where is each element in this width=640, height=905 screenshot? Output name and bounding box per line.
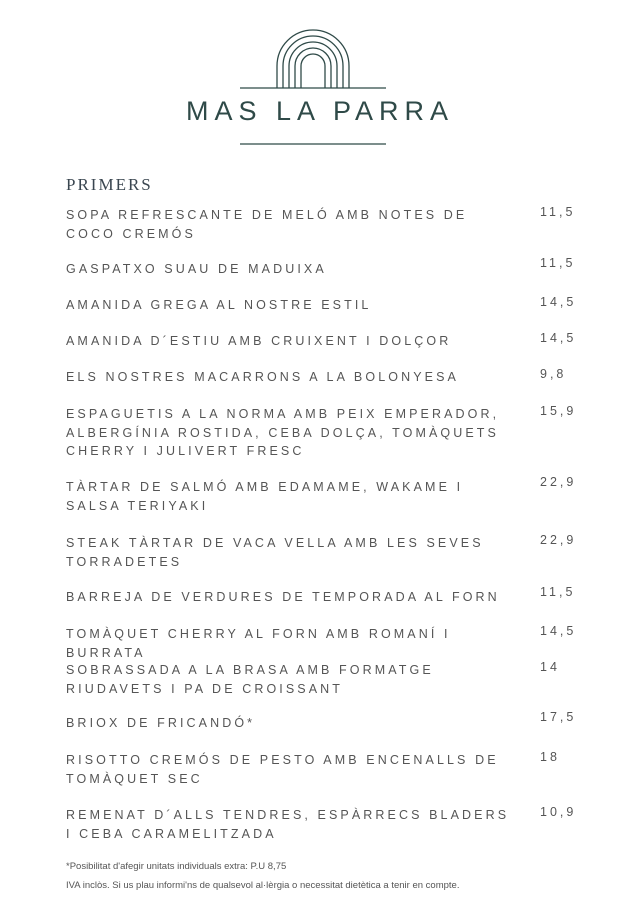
menu-item-price: 9,8 <box>540 367 567 381</box>
menu-item-name: SOBRASSADA A LA BRASA AMB FORMATGE RIUDAVETS I PA DE CROISSANT <box>66 663 434 696</box>
menu-item-price: 14,5 <box>540 624 577 638</box>
extra-units-note: *Posibilitat d'afegir unitats individuals extra: P.U 8,75 <box>66 861 287 872</box>
menu-item-price: 10,9 <box>540 805 577 819</box>
menu-item-name: SOPA REFRESCANTE DE MELÓ AMB NOTES DE COCO CREMÓS <box>66 208 468 241</box>
section-title: PRIMERS <box>66 175 153 194</box>
menu-item-name: ESPAGUETIS A LA NORMA AMB PEIX EMPERADOR, ALBERGÍNIA ROSTIDA, CEBA DOLÇA, TOMÀQUETS CHERRY I JULIVERT FRESC <box>66 407 500 458</box>
brand-name: MAS LA PARRA <box>185 96 455 126</box>
menu-item-name: RISOTTO CREMÓS DE PESTO AMB ENCENALLS DE TOMÀQUET SEC <box>66 753 499 786</box>
menu-item-price: 22,9 <box>540 533 577 547</box>
iva-allergy-note: IVA inclòs. Si us plau informi'ns de qualsevol al·lèrgia o necessitat dietètica a tenir en compte. <box>66 880 460 891</box>
menu-item-name: AMANIDA D´ESTIU AMB CRUIXENT I DOLÇOR <box>66 334 452 348</box>
menu-item-name: STEAK TÀRTAR DE VACA VELLA AMB LES SEVES TORRADETES <box>66 536 484 569</box>
menu-item-price: 14,5 <box>540 331 577 345</box>
arch-logo-icon <box>0 26 640 151</box>
menu-item-name: ELS NOSTRES MACARRONS A LA BOLONYESA <box>66 370 459 384</box>
menu-item-price: 17,5 <box>540 710 577 724</box>
menu-item-name: TOMÀQUET CHERRY AL FORN AMB ROMANÍ I BURRATA <box>66 627 451 660</box>
menu-item-price: 11,5 <box>540 205 576 219</box>
menu-item-price: 14,5 <box>540 295 577 309</box>
menu-item-price: 14 <box>540 660 560 674</box>
menu-item-name: BRIOX DE FRICANDÓ* <box>66 716 256 730</box>
menu-item-price: 15,9 <box>540 404 577 418</box>
menu-item-price: 11,5 <box>540 585 576 599</box>
menu-item-name: TÀRTAR DE SALMÓ AMB EDAMAME, WAKAME I SALSA TERIYAKI <box>66 480 464 513</box>
menu-item-price: 11,5 <box>540 256 576 270</box>
menu-item-price: 18 <box>540 750 560 764</box>
menu-item-name: GASPATXO SUAU DE MADUIXA <box>66 262 327 276</box>
menu-item-name: AMANIDA GREGA AL NOSTRE ESTIL <box>66 298 372 312</box>
menu-item-name: REMENAT D´ALLS TENDRES, ESPÀRRECS BLADERS I CEBA CARAMELITZADA <box>66 808 510 841</box>
menu-item-name: BARREJA DE VERDURES DE TEMPORADA AL FORN <box>66 590 500 604</box>
menu-item-price: 22,9 <box>540 475 577 489</box>
